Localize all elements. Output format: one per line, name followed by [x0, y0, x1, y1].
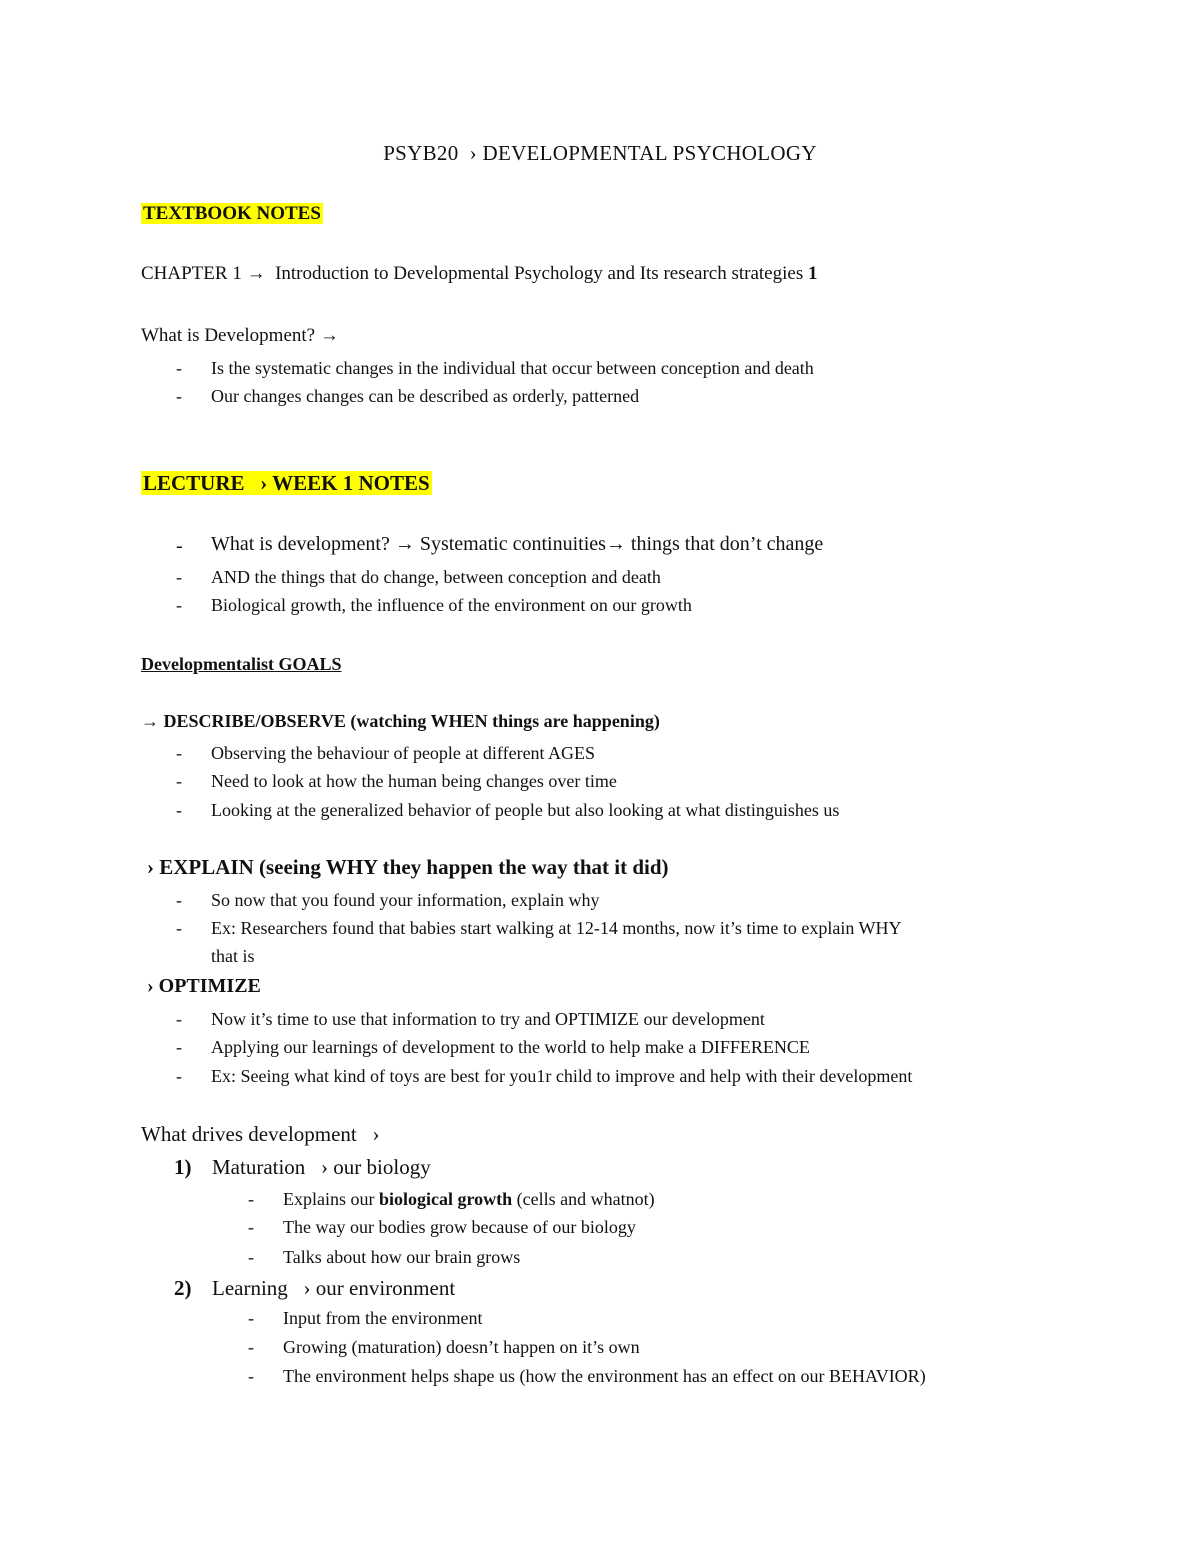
list-item: Ex: Researchers found that babies start walking at 12-14 months, now it’s time to explain WHY [211, 918, 902, 938]
textbook-notes-highlight: TEXTBOOK NOTES [143, 203, 321, 224]
list-dash: - [176, 890, 182, 910]
chapter-label: CHAPTER 1 → Introduction to Developmental Psychology and Its research strategies [141, 263, 808, 284]
what-is-development-heading: What is Development? → [141, 325, 339, 346]
list-dash: - [176, 743, 182, 763]
list-item: Observing the behaviour of people at different AGES [211, 743, 596, 763]
maturation-label: Maturation › our biology [212, 1155, 431, 1179]
list-dash: - [176, 918, 182, 938]
explain-heading: › EXPLAIN (seeing WHY they happen the way that it did) [147, 855, 669, 879]
drives-heading: What drives development › [141, 1122, 380, 1146]
textbook-notes-heading [141, 203, 323, 225]
list-dash: - [176, 1066, 182, 1086]
list-item: Now it’s time to use that information to try and OPTIMIZE our development [211, 1009, 765, 1029]
list-dash: - [248, 1217, 254, 1237]
list-item-bold-text: biological growth [379, 1189, 513, 1209]
list-dash: - [176, 595, 182, 615]
chapter-heading [141, 263, 817, 285]
list-dash: - [176, 1037, 182, 1057]
list-item: Ex: Seeing what kind of toys are best for you1r child to improve and help with their development [211, 1066, 913, 1086]
list-item: So now that you found your information, explain why [211, 890, 600, 910]
list-item: What is development? → Systematic continuities→ things that don’t change [211, 533, 824, 555]
list-item: Biological growth, the influence of the environment on our growth [211, 595, 692, 615]
list-item-continued: that is [211, 946, 255, 966]
list-dash: - [248, 1337, 254, 1357]
lecture-highlight: LECTURE › WEEK 1 NOTES [143, 471, 430, 495]
list-item: AND the things that do change, between conception and death [211, 567, 661, 587]
describe-heading: → DESCRIBE/OBSERVE (watching WHEN things are happening) [141, 711, 660, 731]
list-item: Talks about how our brain grows [283, 1247, 521, 1267]
list-dash: - [176, 535, 183, 557]
list-dash: - [176, 1009, 182, 1029]
list-item-text: Explains our [283, 1189, 379, 1209]
list-item: Need to look at how the human being changes over time [211, 771, 617, 791]
list-item [283, 1189, 655, 1210]
list-item: Applying our learnings of development to the world to help make a DIFFERENCE [211, 1037, 810, 1057]
list-item: The way our bodies grow because of our biology [283, 1217, 636, 1237]
list-item: Looking at the generalized behavior of people but also looking at what distinguishes us [211, 800, 840, 820]
list-dash: - [176, 386, 182, 406]
list-number: 1) [174, 1155, 192, 1179]
list-dash: - [248, 1247, 254, 1267]
list-number: 2) [174, 1276, 192, 1300]
page-title: PSYB20 › DEVELOPMENTAL PSYCHOLOGY [383, 141, 817, 165]
list-item: Our changes changes can be described as orderly, patterned [211, 386, 640, 406]
list-dash: - [248, 1366, 254, 1386]
list-item-text: (cells and whatnot) [512, 1189, 655, 1209]
list-dash: - [176, 800, 182, 820]
list-dash: - [176, 358, 182, 378]
optimize-heading: › OPTIMIZE [147, 975, 261, 997]
list-item: Growing (maturation) doesn’t happen on it’s own [283, 1337, 640, 1357]
list-dash: - [176, 567, 182, 587]
learning-label: Learning › our environment [212, 1276, 456, 1300]
list-dash: - [248, 1189, 254, 1209]
list-dash: - [248, 1308, 254, 1328]
list-item: The environment helps shape us (how the environment has an effect on our BEHAVIOR) [283, 1366, 926, 1386]
list-item: Input from the environment [283, 1308, 483, 1328]
goals-heading: Developmentalist GOALS [141, 654, 342, 674]
list-dash: - [176, 771, 182, 791]
list-item: Is the systematic changes in the individual that occur between conception and death [211, 358, 814, 378]
lecture-heading [141, 471, 432, 496]
chapter-number: 1 [807, 263, 818, 284]
